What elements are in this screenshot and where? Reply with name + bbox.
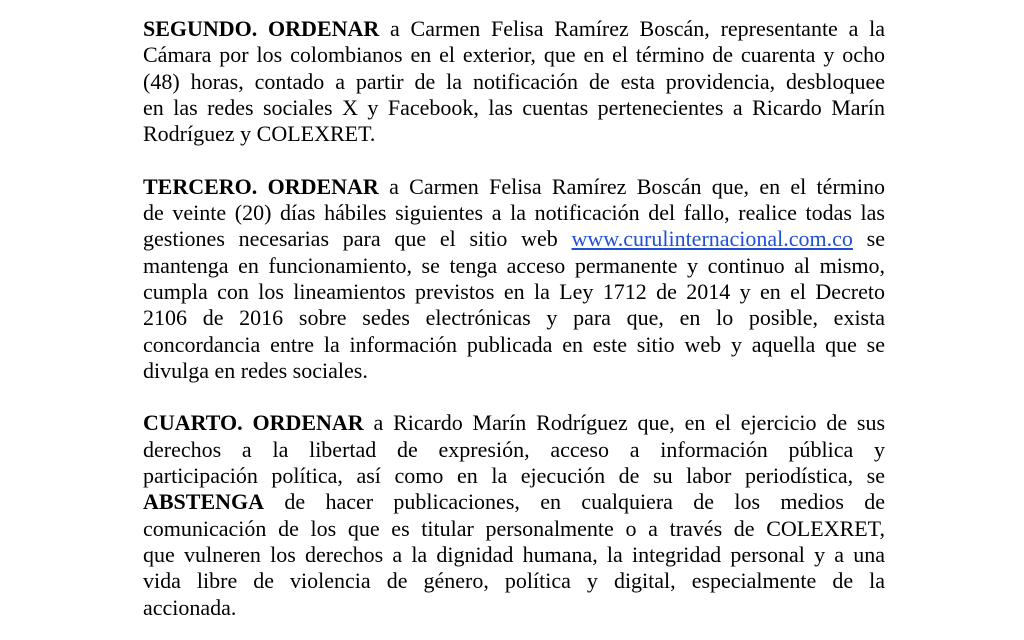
paragraph-tercero [143,174,885,384]
line: participación política, así como en la ejecución de su labor periodística, se [143,463,885,489]
heading-segundo: SEGUNDO. ORDENAR [143,16,380,41]
line: CUARTO. ORDENAR a Ricardo Marín Rodríguez que, en el ejercicio de sus [143,410,886,436]
line: de veinte (20) días hábiles siguientes a la notificación del fallo, realice todas las [143,200,885,226]
line: divulga en redes sociales. [143,357,368,383]
document-body [143,16,885,640]
heading-cuarto: CUARTO. ORDENAR [143,410,364,436]
line: comunicación de los que es titular personalmente o a través de COLEXRET, [143,515,885,541]
heading-tercero: TERCERO. ORDENAR [143,173,379,199]
line: vida libre de violencia de género, política y digital, especialmente de la [143,568,885,594]
line: Cámara por los colombianos en el exterior, que en el término de cuarenta y ocho [143,42,885,68]
line: (48) horas, contado a partir de la notificación de esta providencia, desbloquee [143,68,885,94]
line: gestiones necesarias para que el sitio web www.curulinternacional.com.co se [143,226,886,252]
website-link[interactable]: www.curulinternacional.com.co [571,226,853,252]
line: que vulneren los derechos a la dignidad humana, la integridad personal y a una [143,541,885,567]
line: mantenga en funcionamiento, se tenga acceso permanente y continuo al mismo, [143,252,885,278]
line: derechos a la libertad de expresión, acceso a información pública y [143,436,885,462]
line: cumpla con los lineamientos previstos en la Ley 1712 de 2014 y en el Decreto [143,278,885,304]
line: TERCERO. ORDENAR a Carmen Felisa Ramírez Boscán que, en el término [143,173,885,199]
line: ABSTENGA de hacer publicaciones, en cualquiera de los medios de [143,489,885,515]
line: concordancia entre la información publicada en este sitio web y aquella que se [143,331,885,357]
emphasis-abstenga: ABSTENGA [143,489,265,515]
paragraph-cuarto [143,410,885,620]
line: SEGUNDO. ORDENAR a Carmen Felisa Ramírez Boscán, representante a la [143,16,885,41]
line: 2106 de 2016 sobre sedes electrónicas y para que, en lo posible, exista [143,305,885,331]
line: accionada. [143,594,237,620]
line: en las redes sociales X y Facebook, las cuentas pertenecientes a Ricardo Marín [143,94,885,120]
paragraph-segundo [143,16,885,147]
line: Rodríguez y COLEXRET. [143,121,376,147]
